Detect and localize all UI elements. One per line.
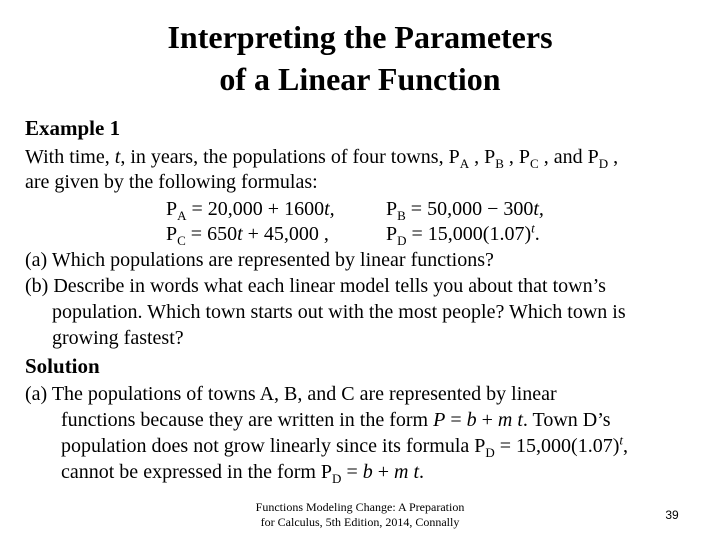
question-b-line-1: (b) Describe in words what each linear model tells you about that town’s [25,275,606,297]
slide-title [0,16,720,100]
question-a: (a) Which populations are represented by linear functions? [25,249,494,271]
footer-line-2: for Calculus, 5th Edition, 2014, Connally [260,515,460,529]
intro-line-2: are given by the following formulas: [25,171,318,193]
page-number: 39 [665,508,679,522]
solution-a-line-3: population does not grow linearly since its formula $P_D = 15,000(1.07)^t$, [61,432,628,460]
formula-pc: $P_C = 650t + 45,000$ , [166,223,329,248]
formula-pb: $P_B = 50,000 - 300t$, [386,198,544,223]
title-line-2: of a Linear Function [219,61,501,97]
intro-line-1: With time, t, in years, the populations of four towns, $P_A$ , $P_B$ , $P_C$ , and $P_D$ , [25,146,619,171]
question-b-line-3: growing fastest? [52,327,184,349]
title-line-1: Interpreting the Parameters [167,19,553,55]
example-heading: Example 1 [25,116,121,140]
solution-a-line-1: (a) The populations of towns A, B, and C are represented by linear [25,383,557,405]
solution-heading: Solution [25,354,100,378]
question-b-line-2: population. Which town starts out with the most people? Which town is [52,301,626,323]
solution-a-line-2: functions because they are written in the form P = b + m t. Town D’s [61,409,611,431]
formula-pd: $P_D = 15,000(1.07)^t$. [386,220,540,248]
solution-a-line-4: cannot be expressed in the form $P_D = b + m$ t. [61,461,424,486]
footer-line-1: Functions Modeling Change: A Preparation [255,500,465,514]
slide-footer [236,500,484,530]
formula-pa: $P_A = 20,000 + 1600t$, [166,198,335,223]
